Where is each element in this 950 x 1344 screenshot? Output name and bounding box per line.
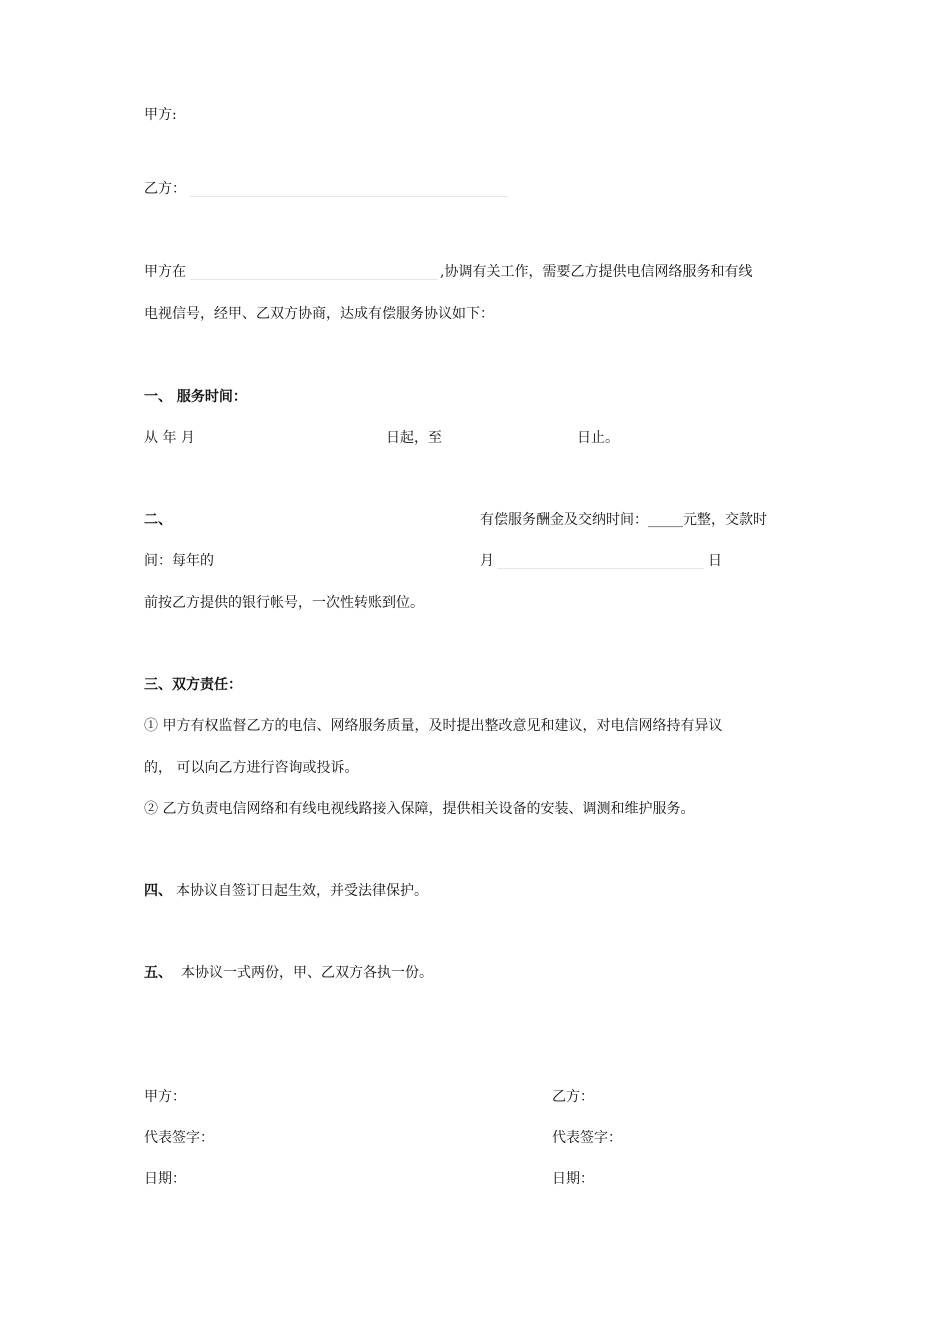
signature-date-b: 日期：: [552, 1171, 594, 1187]
party-b-blank: [190, 196, 508, 197]
section-2-line-2-prefix: 间：每年的: [144, 553, 214, 569]
section-3-item-1-line-2: 的， 可以向乙方进行咨询或投诉。: [144, 760, 359, 776]
section-1-heading: 一、 服务时间：: [144, 389, 247, 405]
section-2-month: 月: [480, 553, 494, 569]
signature-party-b: 乙方：: [552, 1089, 594, 1105]
intro-line-2: 电视信号，经甲、乙双方协商，达成有偿服务协议如下：: [144, 306, 494, 322]
section-1-from: 从 年 月: [144, 430, 195, 446]
signature-rep-a: 代表签字：: [144, 1130, 214, 1146]
section-2-line-3: 前按乙方提供的银行帐号，一次性转账到位。: [144, 595, 424, 611]
section-2-day-blank: [497, 568, 704, 569]
section-3-heading: 三、双方责任：: [144, 677, 242, 693]
signature-rep-b: 代表签字：: [552, 1130, 622, 1146]
intro-location-blank: [190, 279, 438, 280]
section-1-start-day: 日起，至: [386, 430, 442, 446]
party-a-label: 甲方:: [144, 107, 177, 123]
intro-prefix: 甲方在: [144, 264, 186, 280]
section-4-number: 四、: [144, 883, 172, 899]
section-2-day: 日: [708, 553, 722, 569]
section-5-text: 本协议一式两份，甲、乙双方各执一份。: [181, 965, 433, 981]
party-b-label: 乙方：: [144, 181, 186, 197]
section-5-number: 五、: [144, 965, 172, 981]
section-2-number: 二、: [144, 512, 172, 528]
section-1-end-day: 日止。: [577, 430, 619, 446]
intro-suffix: ,协调有关工作，需要乙方提供电信网络服务和有线: [440, 264, 753, 280]
signature-date-a: 日期：: [144, 1171, 186, 1187]
section-2-line-1: 有偿服务酬金及交纳时间：_____元整，交款时: [480, 512, 767, 528]
section-3-item-2: ② 乙方负责电信网络和有线电视线路接入保障，提供相关设备的安装、调测和维护服务。: [144, 801, 695, 817]
signature-party-a: 甲方：: [144, 1089, 186, 1105]
section-4-text: 本协议自签订日起生效，并受法律保护。: [176, 883, 428, 899]
section-3-item-1-line-1: ① 甲方有权监督乙方的电信、网络服务质量，及时提出整改意见和建议，对电信网络持有异议: [144, 718, 723, 734]
